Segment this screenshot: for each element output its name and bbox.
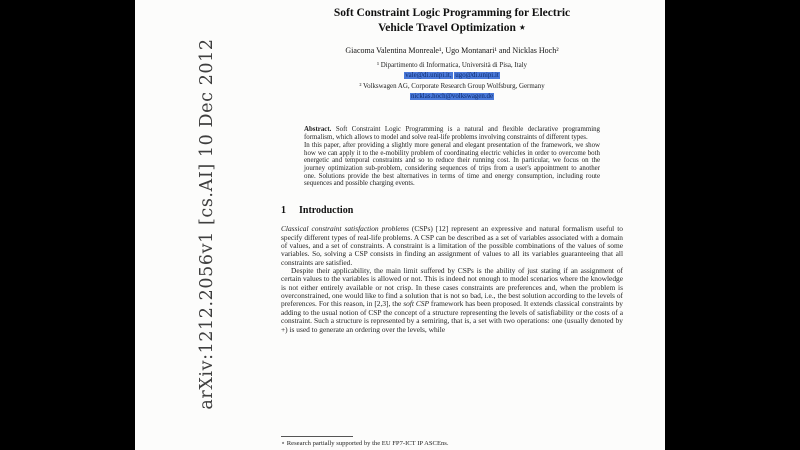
- intro-paragraph-2: [281, 267, 623, 334]
- section-heading-introduction: [281, 205, 623, 216]
- intro-p1-lead: Classical constraint satisfaction problems: [281, 224, 409, 234]
- affiliation-2-emails: [281, 92, 623, 102]
- intro-p2-emph: soft CSP: [403, 299, 429, 309]
- footnote-rule: [281, 436, 353, 437]
- email-link-nicklas[interactable]: nicklas.hoch@volkswagen.de: [410, 92, 494, 100]
- affiliation-2: ² Volkswagen AG, Corporate Research Group Wolfsburg, Germany: [359, 82, 545, 90]
- abstract-paragraph-1: [304, 126, 600, 141]
- paper-title-line1: Soft Constraint Logic Programming for Electric: [333, 7, 571, 19]
- arxiv-watermark: arXiv:1212.2056v1 [cs.AI] 10 Dec 2012: [197, 38, 217, 410]
- affiliations-block: [281, 61, 623, 102]
- email-link-vale[interactable]: vale@di.unipi.it,: [405, 72, 452, 80]
- paper-content: [281, 6, 623, 334]
- section-number: 1: [281, 205, 286, 217]
- paper-title: [281, 6, 623, 36]
- affiliation-1-emails: [281, 71, 623, 81]
- abstract-text-1: Soft Constraint Logic Programming is a natural and flexible declarative programming formalism, which allows to model and solve real-life problems involving constraints of different types.: [304, 126, 600, 142]
- intro-p2-a: Despite their applicability, the main limit suffered by CSPs is the ability of just stating if an assignment of certain values to the variables is allowed or not. This is indeed not enough to model scenarios where the knowledge is not either entirely available or not crisp. In these cases constraints are preferences and, when the problem is overconstrained, one would like to find a solution that is not so bad, i.e., the best solution according to the levels of preferences. For this reason, in [2,3], the: [281, 265, 623, 309]
- abstract-paragraph-2: In this paper, after providing a slightly more general and elegant presentation of the framework, we show how we can apply it to the e-mobility problem of coordinating electric vehicles in order to overcome both energetic and temporal constraints and so to reduce their running cost. In particular, we focus on the journey optimization sub-problem, considering sequences of trips from a user's appointment to another one. Solutions provide the best alternatives in terms of time and energy consumption, including route sequences and possible charging events.: [304, 141, 600, 188]
- section-title: Introduction: [299, 205, 354, 217]
- paper-title-line2: Vehicle Travel Optimization ⋆: [378, 21, 526, 34]
- affiliation-1: ¹ Dipartimento di Informatica, Università di Pisa, Italy: [377, 61, 527, 69]
- authors-line: Giacoma Valentina Monreale¹, Ugo Montanari¹ and Nicklas Hoch²: [345, 45, 559, 55]
- footnote-block: [281, 436, 623, 448]
- abstract-block: [304, 126, 600, 188]
- intro-paragraph-1: [281, 225, 623, 267]
- intro-p1-rest: (CSPs) [12] represent an expressive and natural formalism useful to specify different types of real-life problems. A CSP can be described as a set of variables associated with a domain of values, and a set of constraints. A constraint is a limitation of the possible combinations of the values of some variables. So, solving a CSP consists in finding an assignment of values to all its variables guaranteeing that all constraints are satisfied.: [281, 224, 623, 267]
- email-link-ugo[interactable]: ugo@di.unipi.it: [455, 72, 499, 80]
- paper-page: [135, 0, 665, 450]
- footnote-text: ⋆ Research partially supported by the EU FP7-ICT IP ASCEns.: [281, 440, 449, 447]
- abstract-label: Abstract.: [304, 126, 332, 134]
- intro-p2-b: framework has been proposed. It extends classical constraints by adding to the usual notion of CSP the concept of a structure representing the levels of satisfiability or the costs of a constraint. Such a structure is represented by a semiring, that is, a set with two operations: one (usually denoted by +) is used to generate an ordering over the levels, while: [281, 299, 623, 334]
